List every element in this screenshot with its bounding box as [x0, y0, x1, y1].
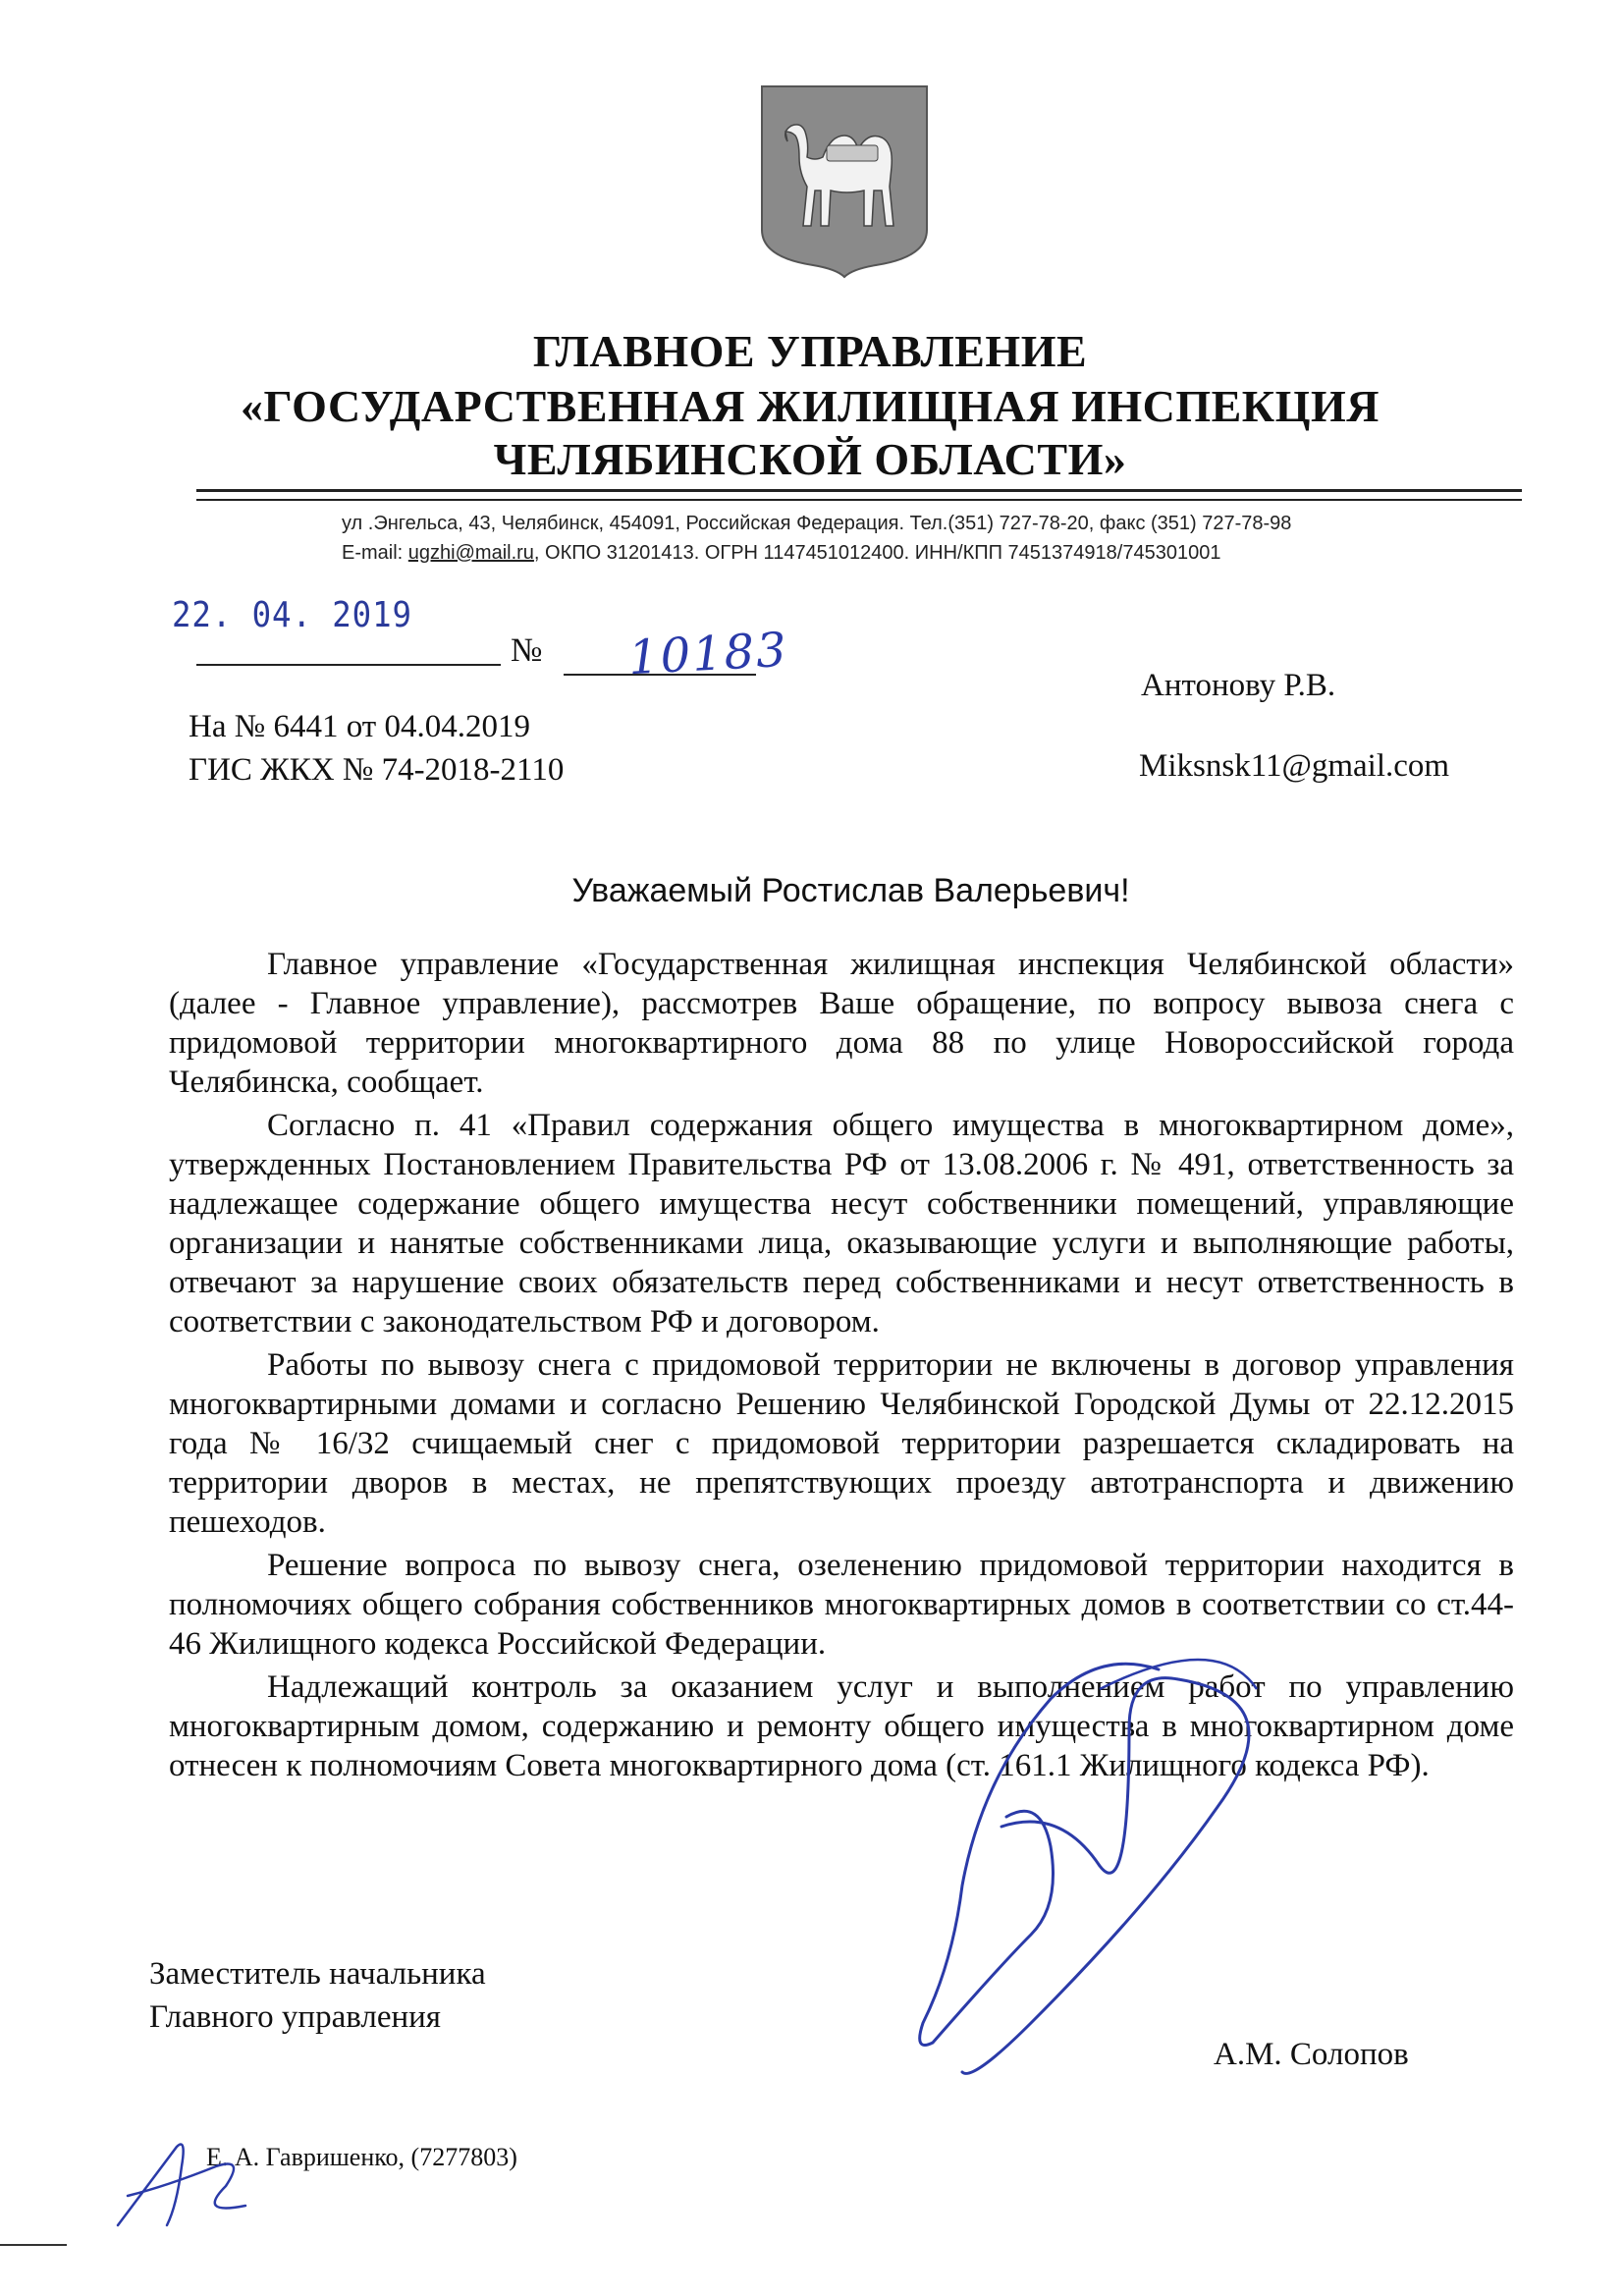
header-divider-thick: [196, 489, 1522, 492]
signatory-position-line-2: Главного управления: [149, 1999, 441, 2035]
header-divider-thin: [196, 499, 1522, 501]
signatory-name: А.М. Солопов: [1214, 2037, 1409, 2072]
organization-address: ул .Энгельса, 43, Челябинск, 454091, Российская Федерация. Тел.(351) 727-78-20, факс (351) 727-78-98: [342, 513, 1292, 534]
body-paragraph: Решение вопроса по вывозу снега, озеленению придомовой территории находится в полномочиях общего собрания собственников многоквартирных домов в соответствии со ст.44-46 Жилищного кодекса Российской Федерации.: [169, 1548, 1514, 1662]
body-paragraph: Работы по вывозу снега с придомовой территории не включены в договор управления многоквартирными домами и согласно Решению Челябинской Городской Думы от 22.12.2015 года № 16/32 счищаемый снег с придомовой территории разрешается складировать на территории дворов в местах, не препятствующих проезду автотранспорта и движению пешеходов.: [169, 1347, 1514, 1540]
recipient-email[interactable]: Miksnsk11@gmail.com: [1139, 748, 1450, 784]
handwritten-signature: [805, 1611, 1394, 2180]
registration-date-stamp: 22. 04. 2019: [172, 595, 412, 635]
organization-email-link[interactable]: ugzhi@mail.ru: [407, 542, 534, 564]
organization-title-line-3: ЧЕЛЯБИНСКОЙ ОБЛАСТИ»: [493, 434, 1127, 484]
organization-title-line-2: «ГОСУДАРСТВЕННАЯ ЖИЛИЩНАЯ ИНСПЕКЦИЯ: [241, 381, 1380, 431]
reference-incoming-number: На № 6441 от 04.04.2019: [189, 709, 530, 744]
coat-of-arms-emblem: [758, 82, 931, 279]
executor-initials-signature: [108, 2127, 265, 2235]
organization-title-line-1: ГЛАВНОЕ УПРАВЛЕНИЕ: [532, 326, 1088, 376]
body-paragraph: Надлежащий контроль за оказанием услуг и выполнением работ по управлению многоквартирным домом, содержанию и ремонту общего имущества в многоквартирном доме отнесен к полномочиям Совета многоквартирного дома (ст. 161.1 Жилищного кодекса РФ).: [169, 1669, 1514, 1783]
body-paragraph: Согласно п. 41 «Правил содержания общего имущества в многоквартирном доме», утвержденных Постановлением Правительства РФ от 13.08.2006 г. № 491, ответственность за надлежащее содержание общего имущества несут собственники помещений, управляющие организации и нанятые собственниками лица, оказывающие услуги и выполняющие работы, отвечают за нарушение своих обязательств перед собственниками и несут ответственность в соответствии с законодательством РФ и договором.: [169, 1108, 1514, 1339]
recipient-name: Антонову Р.В.: [1141, 668, 1336, 703]
margin-fold-mark: [0, 2244, 67, 2246]
number-sign: №: [511, 632, 543, 669]
email-label: E-mail:: [342, 542, 408, 564]
date-underline: [196, 664, 501, 666]
handwritten-outgoing-number: 10183: [626, 622, 790, 686]
letter-greeting: Уважаемый Ростислав Валерьевич!: [571, 872, 1130, 909]
organization-registry-codes: , ОКПО 31201413. ОГРН 1147451012400. ИНН/КПП 7451374918/745301001: [533, 542, 1221, 564]
organization-contacts: [342, 542, 1220, 565]
signatory-position-line-1: Заместитель начальника: [149, 1956, 486, 1992]
reference-gis-number: ГИС ЖКХ № 74-2018-2110: [189, 752, 565, 788]
body-paragraph: Главное управление «Государственная жилищная инспекция Челябинской области» (далее - Главное управление), рассмотрев Ваше обращение, по вопросу вывоза снега с придомовой территории многоквартирного дома 88 по улице Новороссийской города Челябинска, сообщает.: [169, 947, 1514, 1100]
executor-info: Е. А. Гавришенко, (7277803): [206, 2143, 517, 2171]
